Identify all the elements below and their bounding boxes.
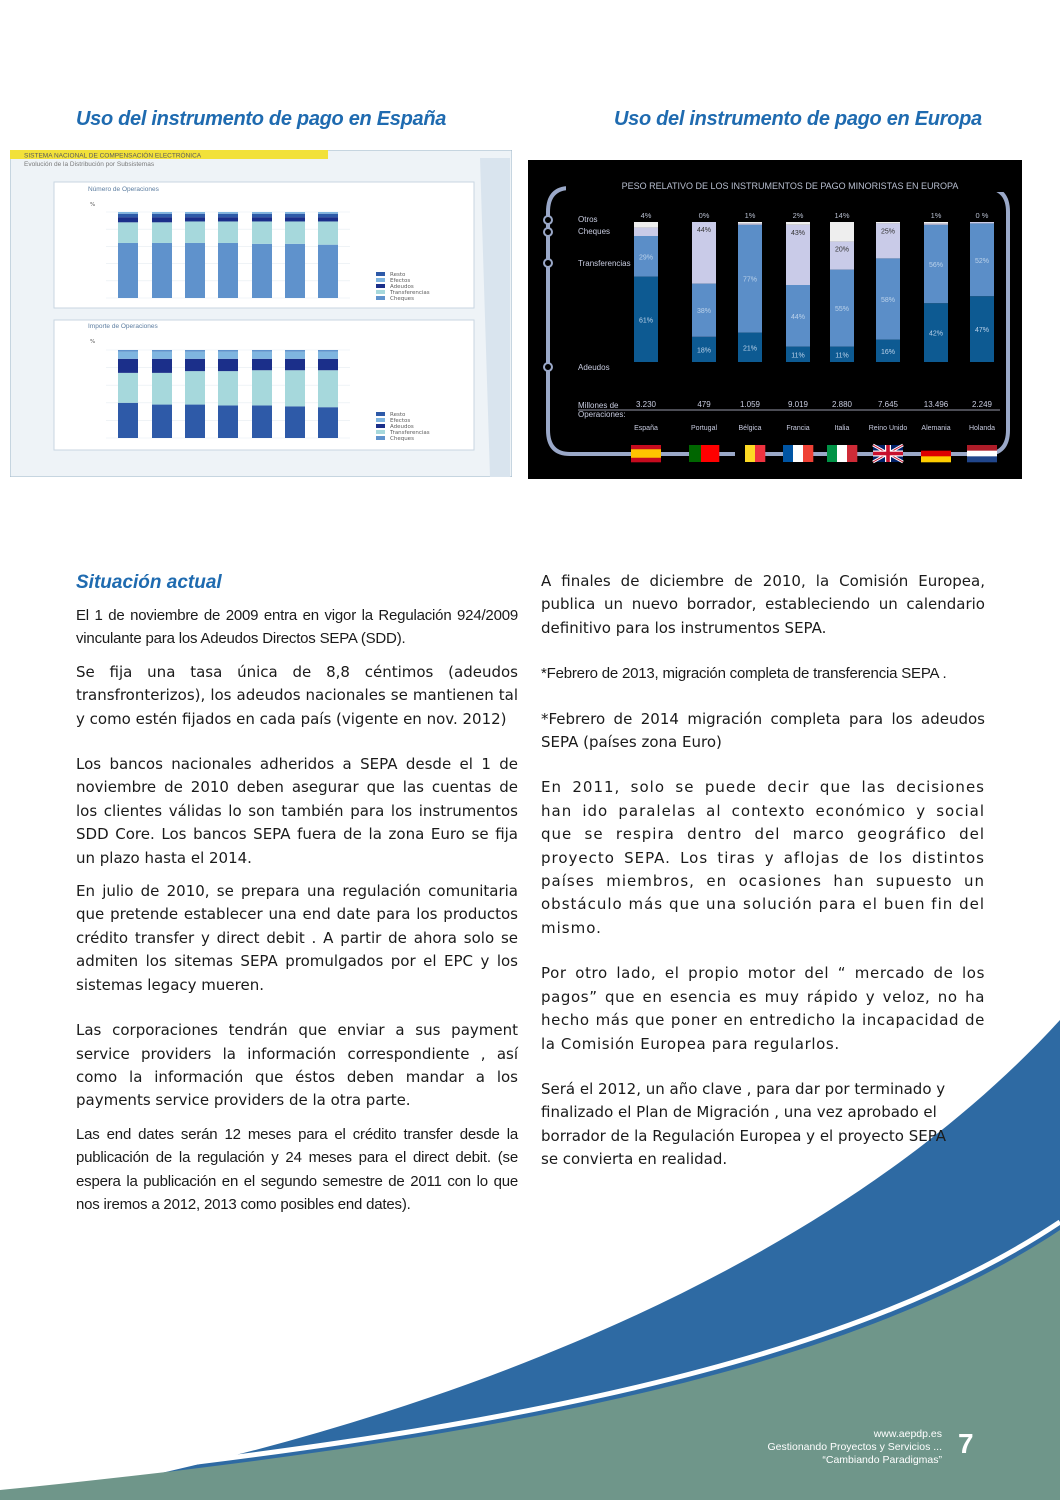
spain-bar-segment [152, 217, 172, 222]
paragraph: Las corporaciones tendrán que enviar a sus payment service providers la información correspondiente , así como la información que éstos deben mandar a los payments service providers de la otra parte. [76, 1021, 518, 1110]
spain-bar-segment [185, 359, 205, 371]
country-flag [873, 445, 903, 462]
spain-bar-segment [118, 212, 138, 214]
flag-stripe [921, 456, 951, 462]
spain-bar-segment [318, 245, 338, 298]
paragraph: En julio de 2010, se prepara una regulación comunitaria que pretende establecer una end date para los productos crédito transfer y direct debit . A partir de ahora solo se admiten los sitemas SEPA promulgados por el EPC y los sistemas legacy mueren. [76, 882, 518, 994]
spain-figure-header: SISTEMA NACIONAL DE COMPENSACIÓN ELECTRÓNICA [24, 152, 202, 160]
spain-panel-2-title: Importe de Operaciones [88, 323, 158, 330]
country-flag [735, 445, 765, 462]
spain-panel-1-title: Número de Operaciones [88, 186, 159, 193]
legend-label: Transferencias [390, 430, 430, 436]
flag-stripe [631, 445, 661, 450]
operations-value: 9.019 [787, 400, 809, 409]
bar-top-label: 0 % [975, 211, 989, 220]
spain-bar-segment [252, 221, 272, 243]
spain-bar-segment [285, 212, 305, 214]
operations-value: 3.230 [635, 400, 657, 409]
bar-top-label: 14% [834, 211, 850, 220]
legend-label: Adeudos [390, 424, 414, 430]
spain-bar-segment [285, 359, 305, 370]
paragraph: Será el 2012, un año clave , para dar por terminado y finalizado el Plan de Migración , una vez aprobado el borrador de la Regulación Europea y el proyecto SEPA se convierta en realidad. [541, 1079, 947, 1169]
legend-label: Efectos [390, 278, 411, 284]
segment-label: 11% [791, 352, 805, 360]
flag-stripe [793, 445, 803, 462]
operations-value: 2.249 [971, 400, 993, 409]
spain-bar-segment [185, 243, 205, 298]
country-flag [783, 445, 813, 462]
segment-label: 55% [834, 306, 850, 314]
legend-swatch [376, 278, 385, 282]
spain-bar-segment [185, 350, 205, 352]
spain-bar-segment [185, 352, 205, 359]
flag-stripe [631, 458, 661, 463]
right-column [541, 570, 985, 1182]
spain-bar-segment [185, 212, 205, 214]
segment-label: 52% [974, 257, 990, 265]
country-label: Alemania [921, 425, 951, 432]
segment-label: 77% [742, 276, 758, 284]
segment-label: 44% [696, 227, 712, 234]
figure-title-europe: Uso del instrumento de pago en Europa [614, 108, 982, 130]
figure-title-spain: Uso del instrumento de pago en España [76, 108, 447, 130]
bar-segment [634, 222, 658, 228]
country-label: Portugal [690, 425, 718, 432]
flag-stripe [803, 445, 813, 462]
operations-value: 7.645 [877, 400, 899, 409]
country-label: Italia [834, 425, 850, 432]
legend-swatch [376, 296, 385, 300]
bar-segment [738, 222, 762, 223]
spain-bar-segment [152, 352, 172, 359]
row-marker-cheques [544, 228, 552, 236]
flag-stripe [873, 452, 903, 456]
segment-label: 18% [696, 347, 712, 355]
operations-value: 479 [697, 400, 711, 409]
spain-bar-segment [118, 243, 138, 298]
spain-bar-segment [318, 352, 338, 359]
segment-label: 56% [928, 262, 944, 269]
spain-bar-segment [185, 217, 205, 221]
country-flag [921, 445, 951, 462]
legend-swatch [376, 424, 385, 428]
spain-bar-segment [218, 352, 238, 359]
flag-stripe [967, 451, 997, 457]
segment-label: 43% [790, 229, 806, 237]
row-label-operations-1: Millones de [578, 401, 619, 410]
flag-stripe [921, 451, 951, 457]
country-label: Francia [786, 425, 810, 432]
operations-value: 13.496 [923, 400, 949, 409]
legend-swatch [376, 430, 385, 434]
spain-bar-segment [218, 350, 238, 352]
bar-segment [634, 228, 658, 236]
bar-top-label: 1% [744, 211, 756, 220]
row-marker-transfers [544, 259, 552, 267]
country-flag [967, 445, 997, 462]
flag-stripe [837, 445, 847, 462]
paragraph: *Febrero de 2013, migración completa de transferencia SEPA . [541, 665, 947, 683]
country-label: Bélgica [738, 425, 762, 432]
spain-bar-segment [218, 214, 238, 217]
bar-top-label: 1% [930, 211, 942, 220]
flag-stripe [783, 445, 793, 462]
paragraph: A finales de diciembre de 2010, la Comisión Europea, publica un nuevo borrador, estableciendo un calendario definitivo para los instrumentos SEPA. [541, 572, 985, 637]
segment-label: 21% [742, 345, 758, 353]
operations-value: 1.059 [739, 400, 761, 409]
spain-bar-segment [118, 350, 138, 352]
spain-bar-segment [285, 217, 305, 221]
paragraph: *Febrero de 2014 migración completa para los adeudos SEPA (países zona Euro) [541, 709, 985, 752]
flag-stripe [967, 445, 997, 451]
row-label-debits: Adeudos [578, 363, 610, 372]
spain-bar-segment [185, 371, 205, 404]
segment-label: 47% [974, 327, 990, 335]
spain-bar-segment [152, 405, 172, 438]
country-label: España [634, 425, 658, 432]
legend-label: Resto [390, 412, 406, 418]
legend-swatch [376, 290, 385, 294]
spain-bar-segment [318, 212, 338, 214]
spain-bar-segment [252, 370, 272, 405]
spain-bar-segment [152, 243, 172, 298]
spain-bar-segment [218, 359, 238, 371]
spain-bar-segment [252, 217, 272, 221]
spain-bar-segment [218, 212, 238, 214]
flag-stripe [827, 445, 837, 462]
legend-label: Cheques [390, 436, 414, 442]
spain-panel-2-unit: % [90, 339, 96, 345]
flag-stripe [755, 445, 765, 462]
bar-segment [830, 222, 854, 242]
bar-top-label: 4% [640, 211, 652, 220]
spain-bar-segment [252, 244, 272, 298]
row-marker-debits [544, 363, 552, 371]
country-flag [631, 445, 661, 462]
paragraph: Los bancos nacionales adheridos a SEPA desde el 1 de noviembre de 2010 deben asegurar que las cuentas de los clientes válidas lo son también para los instrumentos SDD Core. Los bancos SEPA fuera de la zona Euro se fija un plazo hasta el 2014. [76, 755, 518, 867]
segment-label: 25% [880, 228, 896, 236]
flag-stripe [735, 445, 745, 462]
paragraph: Las end dates serán 12 meses para el crédito transfer desde la publicación de la regulación y 24 meses para el direct debit. (se espera la publicación en el segundo semestre de 2011 con lo que nos iremos a 2012, 2013 como posibles end dates). [76, 1125, 518, 1213]
spain-bar-segment [285, 350, 305, 352]
bar-top-label: 0% [698, 211, 710, 220]
spain-bar-segment [218, 371, 238, 405]
legend-swatch [376, 284, 385, 288]
operations-value: 2.880 [831, 400, 853, 409]
segment-label: 58% [880, 297, 896, 304]
spain-bar-segment [185, 214, 205, 217]
country-flag [689, 445, 719, 462]
spain-bar-segment [318, 407, 338, 438]
spain-bar-segment [252, 212, 272, 214]
spain-bar-segment [152, 373, 172, 405]
segment-label: 11% [835, 352, 849, 360]
spain-bar-segment [318, 359, 338, 370]
section-title: Situación actual [76, 572, 222, 593]
spain-bar-segment [252, 352, 272, 359]
spain-bar-segment [118, 359, 138, 373]
segment-label: 16% [880, 348, 896, 356]
country-label: Reino Unido [868, 425, 908, 432]
country-flag [827, 445, 857, 462]
row-label-operations-2: Operaciones: [578, 410, 626, 419]
spain-bar-segment [118, 214, 138, 217]
legend-label: Adeudos [390, 284, 414, 290]
spain-bar-segment [152, 214, 172, 217]
flag-stripe [701, 445, 719, 462]
spain-bar-segment [318, 217, 338, 221]
legend-swatch [376, 436, 385, 440]
segment-label: 61% [638, 317, 654, 325]
europe-chart [528, 160, 1022, 479]
spain-bar-segment [252, 214, 272, 217]
spain-bar-segment [152, 222, 172, 243]
legend-label: Resto [390, 272, 406, 278]
flag-stripe [967, 456, 997, 462]
legend-swatch [376, 272, 385, 276]
spain-bar-segment [118, 403, 138, 438]
page-number: 7 [958, 1428, 974, 1459]
spain-bar-segment [285, 370, 305, 406]
spain-bar-segment [285, 352, 305, 359]
spain-bar-segment [318, 221, 338, 244]
segment-label: 44% [790, 313, 806, 321]
spain-bar-segment [152, 212, 172, 214]
flag-stripe [689, 445, 701, 462]
spain-bar-segment [285, 406, 305, 438]
segment-label: 42% [928, 330, 944, 338]
spain-bar-segment [152, 359, 172, 373]
spain-bar-segment [285, 244, 305, 298]
segment-label: 29% [638, 254, 654, 262]
spain-bar-segment [318, 214, 338, 217]
paragraph: Se fija una tasa única de 8,8 céntimos (adeudos transfronterizos), los adeudos nacionales se mantienen tal y como estén fijados en cada país (vigente en nov. 2012) [76, 662, 518, 728]
legend-label: Cheques [390, 296, 414, 302]
spain-bar-segment [118, 373, 138, 403]
flag-stripe [745, 445, 755, 462]
spain-bar-segment [185, 221, 205, 243]
flag-stripe [631, 449, 661, 458]
bar-segment [876, 222, 900, 223]
bar-segment [786, 222, 810, 225]
spain-bar-segment [318, 350, 338, 352]
spain-bar-segment [218, 217, 238, 221]
legend-label: Transferencias [390, 290, 430, 296]
country-label: Holanda [968, 425, 996, 432]
footer-tagline: Gestionando Proyectos y Servicios ... [767, 1441, 942, 1453]
bar-segment [924, 222, 948, 223]
spain-panel-1-unit: % [90, 202, 96, 208]
spain-bar-segment [218, 243, 238, 298]
paragraph: En 2011, solo se puede decir que las decisiones han ido paralelas al contexto económico y social que se respira dentro del marco geográfico del proyecto SEPA. Los tiras y aflojas de los distintos países miembros, en ocasiones han supuesto un obstáculo más que una solución para el buen fin del mismo. [541, 778, 985, 937]
spain-bar-segment [218, 405, 238, 438]
spain-bar-segment [252, 350, 272, 352]
spain-bar-segment [285, 214, 305, 217]
legend-label: Efectos [390, 418, 411, 424]
row-label-transfers: Transferencias [578, 259, 631, 268]
spain-bar-segment [185, 405, 205, 438]
spain-bar-segment [118, 352, 138, 359]
spain-bar-segment [318, 370, 338, 407]
spain-bar-segment [118, 222, 138, 243]
bar-top-label: 2% [792, 211, 804, 220]
row-label-other: Otros [578, 215, 598, 224]
bar-segment [970, 222, 994, 223]
flag-stripe [921, 445, 951, 451]
spain-bar-segment [218, 221, 238, 243]
legend-swatch [376, 412, 385, 416]
footer-slogan: “Cambiando Paradigmas” [822, 1454, 942, 1466]
spain-figure-subheader: Evolución de la Distribución por Subsistemas [24, 161, 155, 168]
segment-label: 38% [696, 308, 712, 316]
spain-bar-segment [252, 405, 272, 438]
legend-swatch [376, 418, 385, 422]
spain-bar-segment [252, 359, 272, 370]
spain-bar-segment [152, 350, 172, 352]
paragraph: El 1 de noviembre de 2009 entra en vigor la Regulación 924/2009 vinculante para los Adeudos Directos SEPA (SDD). [76, 607, 518, 648]
row-label-cheques: Cheques [578, 227, 611, 236]
bar-segment [738, 223, 762, 224]
flag-stripe [847, 445, 857, 462]
spain-bar-segment [285, 221, 305, 243]
bar-segment [924, 223, 948, 224]
europe-chart-title: PESO RELATIVO DE LOS INSTRUMENTOS DE PAGO MINORISTAS EN EUROPA [621, 181, 959, 191]
row-marker-other [544, 216, 552, 224]
paragraph: Por otro lado, el propio motor del “ mercado de los pagos” que en esencia es muy rápido y veloz, no ha hecho más que poner en entredicho la incapacidad de la Comisión Europea para regularlos. [541, 964, 985, 1053]
segment-label: 20% [834, 246, 850, 254]
spain-figure [10, 150, 512, 477]
footer-url[interactable]: www.aepdp.es [873, 1428, 942, 1440]
footer [682, 1428, 942, 1467]
left-column [76, 570, 518, 1226]
spain-bar-segment [118, 217, 138, 222]
